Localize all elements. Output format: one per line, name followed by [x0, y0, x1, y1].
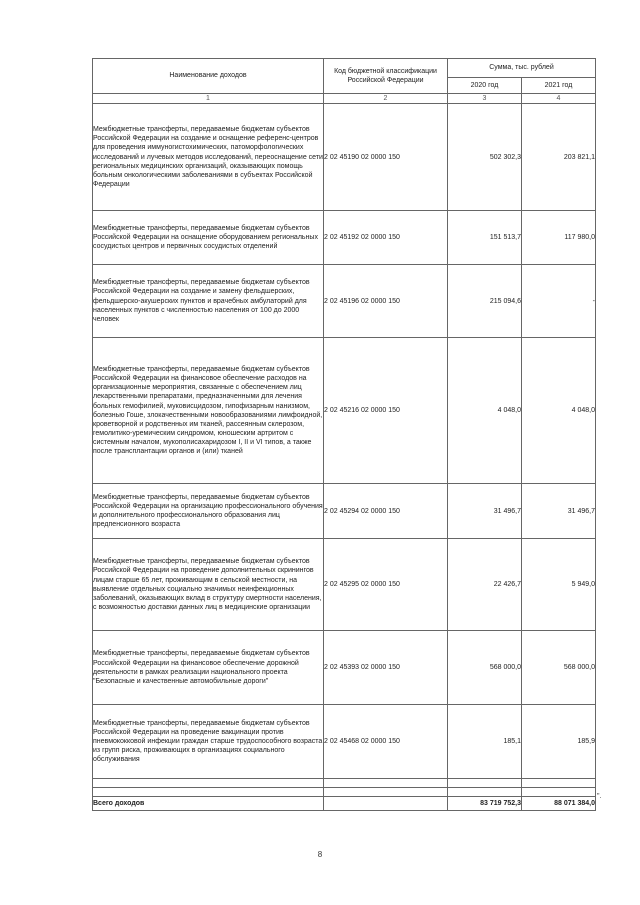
total-2020: 83 719 752,3	[448, 797, 522, 811]
income-name: Межбюджетные трансферты, передаваемые бюджетам субъектов Российской Федерации на проведение вакцинации против пневмококковой инфекции граждан старше трудоспособного возраста из групп риска, проживающих в организациях социального обслуживания	[93, 705, 324, 779]
column-number-row	[93, 94, 596, 104]
revenue-table	[92, 58, 596, 811]
closing-quote: ".	[597, 793, 602, 800]
total-label: Всего доходов	[93, 797, 324, 811]
table-row	[93, 265, 596, 338]
income-code: 2 02 45190 02 0000 150	[324, 104, 448, 211]
header-sum: Сумма, тыс. рублей	[448, 59, 596, 78]
total-row	[93, 797, 596, 811]
amount-2021: 31 496,7	[522, 484, 596, 539]
spacer-row	[93, 779, 596, 788]
income-name: Межбюджетные трансферты, передаваемые бюджетам субъектов Российской Федерации на оснащение оборудованием региональных сосудистых центров и первичных сосудистых отделений	[93, 211, 324, 265]
amount-2021: 185,9	[522, 705, 596, 779]
spacer-row	[93, 788, 596, 797]
table-row	[93, 104, 596, 211]
amount-2020: 568 000,0	[448, 631, 522, 705]
table-row	[93, 338, 596, 484]
table-row	[93, 484, 596, 539]
amount-2020: 502 302,3	[448, 104, 522, 211]
column-number-2: 2	[324, 94, 448, 104]
income-name: Межбюджетные трансферты, передаваемые бюджетам субъектов Российской Федерации на организацию профессионального обучения и дополнительного профессионального образования лиц предпенсионного возраста	[93, 484, 324, 539]
header-code: Код бюджетной классификации Российской Федерации	[324, 59, 448, 94]
column-number-3: 3	[448, 94, 522, 104]
header-year-2020: 2020 год	[448, 78, 522, 94]
income-code: 2 02 45192 02 0000 150	[324, 211, 448, 265]
page-number: 8	[317, 850, 323, 859]
income-code: 2 02 45216 02 0000 150	[324, 338, 448, 484]
income-code: 2 02 45294 02 0000 150	[324, 484, 448, 539]
amount-2021: 117 980,0	[522, 211, 596, 265]
income-code: 2 02 45295 02 0000 150	[324, 539, 448, 631]
amount-2020: 4 048,0	[448, 338, 522, 484]
column-number-1: 1	[93, 94, 324, 104]
amount-2021: 4 048,0	[522, 338, 596, 484]
header-name: Наименование доходов	[93, 59, 324, 94]
amount-2020: 22 426,7	[448, 539, 522, 631]
header-year-2021: 2021 год	[522, 78, 596, 94]
amount-2021: 203 821,1	[522, 104, 596, 211]
amount-2021: 568 000,0	[522, 631, 596, 705]
table-row	[93, 211, 596, 265]
table-row	[93, 631, 596, 705]
income-name: Межбюджетные трансферты, передаваемые бюджетам субъектов Российской Федерации на проведение дополнительных скринингов лицам старше 65 лет, проживающим в сельской местности, на выявление отдельных социально значимых неинфекционных заболеваний, оказывающих вклад в структуру смертности населения, с возможностью доставки данных лиц в медицинские организации	[93, 539, 324, 631]
amount-2021: -	[522, 265, 596, 338]
income-code: 2 02 45196 02 0000 150	[324, 265, 448, 338]
income-name: Межбюджетные трансферты, передаваемые бюджетам субъектов Российской Федерации на создание и замену фельдшерских, фельдшерско-акушерских пунктов и врачебных амбулаторий для населенных пунктов с численностью населения от 100 до 2000 человек	[93, 265, 324, 338]
income-name: Межбюджетные трансферты, передаваемые бюджетам субъектов Российской Федерации на финансовое обеспечение расходов на организационные мероприятия, связанные с обеспечением лиц лекарственными препаратами, предназначенными для лечения больных гемофилией, муковисцидозом, гипофизарным нанизмом, болезнью Гоше, злокачественными новообразованиями лимфоидной, кроветворной и родственных им тканей, рассеянным склерозом, гемолитико-уремическим синдромом, юношеским артритом с системным началом, мукополисахаридозом I, II и VI типов, а также после трансплантации органов и (или) тканей	[93, 338, 324, 484]
amount-2020: 151 513,7	[448, 211, 522, 265]
table-row	[93, 705, 596, 779]
total-2021: 88 071 384,0	[522, 797, 596, 811]
income-name: Межбюджетные трансферты, передаваемые бюджетам субъектов Российской Федерации на создание и оснащение референс-центров для проведения иммуногистохимических, патоморфологических исследований и лучевых методов исследований, переоснащение сети региональных медицинских организаций, оказывающих помощь больным онкологическими заболеваниями в субъектах Российской Федерации	[93, 104, 324, 211]
header-row-1	[93, 59, 596, 78]
income-code: 2 02 45468 02 0000 150	[324, 705, 448, 779]
amount-2020: 215 094,6	[448, 265, 522, 338]
income-code: 2 02 45393 02 0000 150	[324, 631, 448, 705]
table-row	[93, 539, 596, 631]
income-name: Межбюджетные трансферты, передаваемые бюджетам субъектов Российской Федерации на финансовое обеспечение дорожной деятельности в рамках реализации национального проекта "Безопасные и качественные автомобильные дороги"	[93, 631, 324, 705]
amount-2020: 31 496,7	[448, 484, 522, 539]
amount-2021: 5 949,0	[522, 539, 596, 631]
column-number-4: 4	[522, 94, 596, 104]
amount-2020: 185,1	[448, 705, 522, 779]
